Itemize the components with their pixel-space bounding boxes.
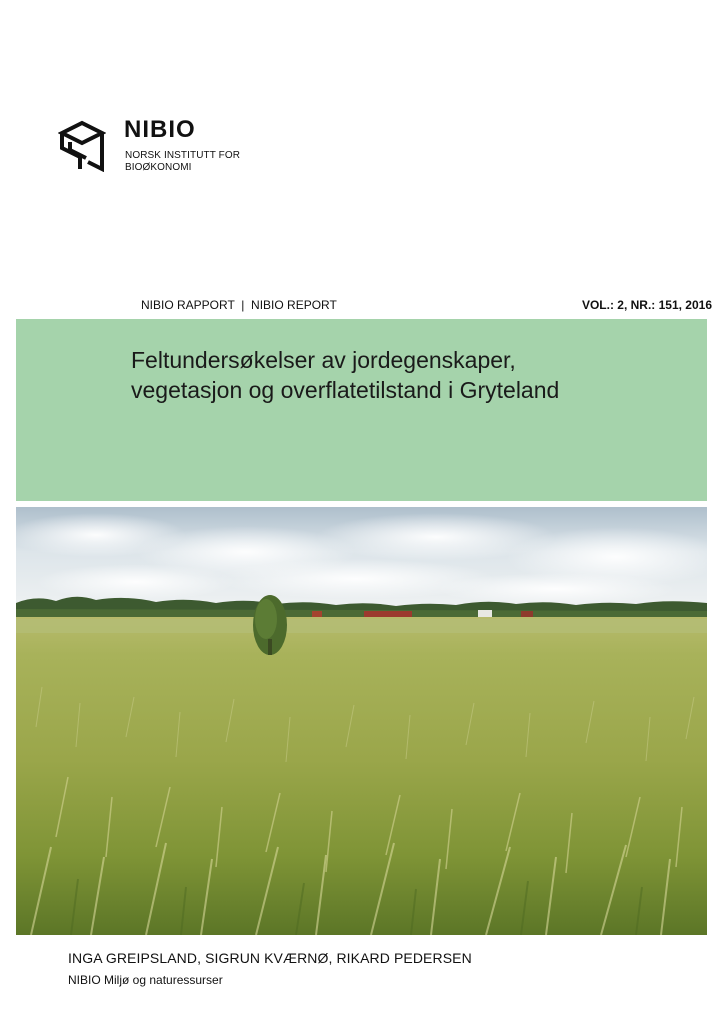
report-series-label: NIBIO RAPPORT | NIBIO REPORT (141, 298, 337, 312)
logo-subtitle-line2: BIOØKONOMI (125, 162, 192, 173)
report-authors: INGA GREIPSLAND, SIGRUN KVÆRNØ, RIKARD PEDERSEN (68, 950, 472, 966)
logo-subtitle-line1: NORSK INSTITUTT FOR (125, 150, 241, 161)
nibio-logo-icon (58, 120, 106, 172)
volume-label: VOL.: 2, NR.: 151, 2016 (581, 298, 712, 312)
title-band (16, 319, 707, 501)
report-department: NIBIO Miljø og naturessurser (68, 973, 223, 987)
report-title-line2: vegetasjon og overflatetilstand i Gryteland (131, 377, 560, 403)
logo-name: NIBIO (124, 116, 196, 143)
logo-subtitle (125, 150, 265, 174)
report-title-line1: Feltundersøkelser av jordegenskaper, (131, 347, 516, 373)
field-landscape-photo (16, 507, 707, 935)
